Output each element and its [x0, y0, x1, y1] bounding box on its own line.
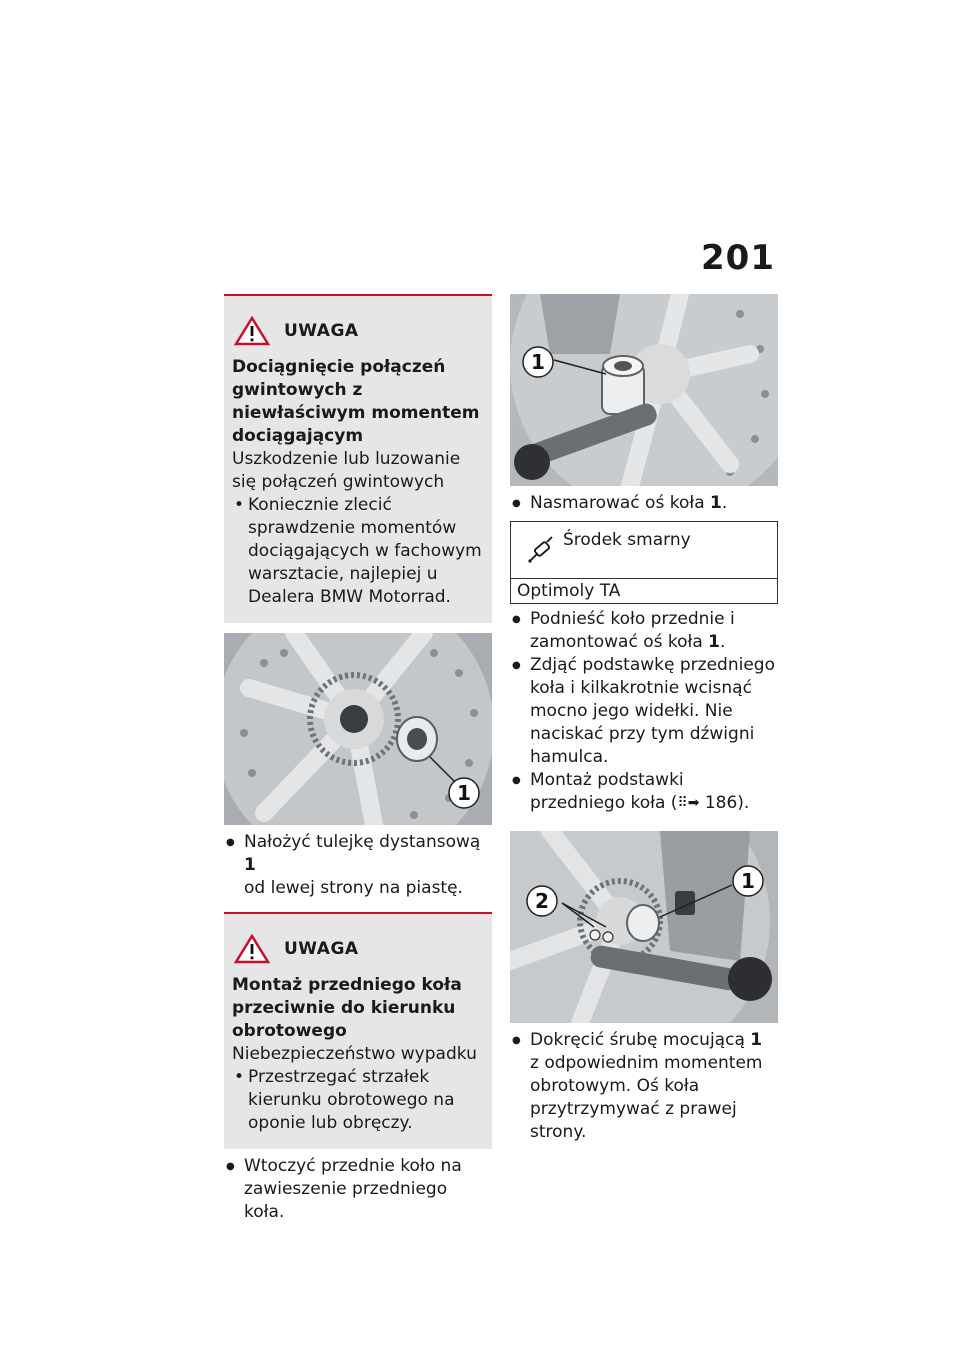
warning-triangle-icon: [234, 934, 270, 964]
step-spacer-sleeve: ● Nałożyć tulejkę dystansową 1 od lewej strony na piastę.: [224, 831, 492, 900]
photo-clamp-bolt: [510, 831, 778, 1023]
warning-box-rotation: [224, 912, 492, 1149]
warning-consequence: Uszkodzenie lub luzowanie się połączeń gwintowych: [232, 449, 461, 492]
warning-triangle-icon: [234, 316, 270, 346]
grease-gun-icon: [525, 534, 557, 566]
warning-header: [234, 316, 484, 346]
warning-consequence: Niebezpieczeństwo wypadku: [232, 1044, 477, 1064]
ref-number: 1: [750, 1030, 763, 1050]
callout-1: 1: [531, 350, 545, 374]
steps-left-1: [224, 831, 492, 900]
steps-right-3: [510, 1029, 778, 1144]
steps-right-1: [510, 492, 778, 515]
steps-left-2: [224, 1155, 492, 1224]
lubricant-table: [510, 521, 778, 604]
step-lubricate-axle: ● Nasmarować oś koła 1.: [510, 492, 778, 515]
step-tighten-bolt: ● Dokręcić śrubę mocującą 1 z odpowiednim momentem obrotowym. Oś koła przytrzymywać z prawej strony.: [510, 1029, 778, 1144]
right-column: [510, 294, 778, 1144]
ref-number: 1: [708, 632, 721, 652]
warning-actions: [232, 1066, 484, 1135]
ref-number: 1: [244, 855, 256, 875]
step-remove-stand: ● Zdjąć podstawkę przedniego koła i kilkakrotnie wcisnąć mocno jego widełki. Nie naciskać przy tym dźwigni hamulca.: [510, 654, 778, 769]
warning-header: [234, 934, 484, 964]
callout-1: 1: [457, 781, 471, 805]
warning-box-torque: [224, 294, 492, 623]
warning-action: • Koniecznie zlecić sprawdzenie momentów dociągających w fachowym warsztacie, najlepiej u Dealera BMW Motorrad.: [232, 494, 484, 609]
lubricant-value: Optimoly TA: [517, 581, 621, 601]
step-mount-axle: ● Podnieść koło przednie i zamontować oś koła 1.: [510, 608, 778, 654]
page-reference[interactable]: 186: [704, 793, 738, 813]
page-number: 201: [701, 238, 775, 278]
warning-actions: [232, 494, 484, 609]
page-reference-arrow-icon: ⠿➡: [677, 795, 700, 811]
step-stand-mounting: ● Montaż podstawki przedniego koła (⠿➡ 186).: [510, 769, 778, 815]
photo-spacer-sleeve: [224, 633, 492, 825]
left-column: [224, 294, 492, 1224]
callout-2: 2: [535, 889, 549, 913]
lubricant-header: [511, 522, 777, 579]
callout-1: 1: [741, 869, 755, 893]
warning-action: • Przestrzegać strzałek kierunku obrotowego na oponie lub obręczy.: [232, 1066, 484, 1135]
lubricant-title: Środek smarny: [563, 530, 691, 550]
step-roll-wheel: ● Wtoczyć przednie koło na zawieszenie przedniego koła.: [224, 1155, 492, 1224]
warning-title: Montaż przedniego koła przeciwnie do kierunku obrotowego: [232, 975, 462, 1041]
warning-title: Dociągnięcie połączeń gwintowych z niewłaściwym momentem dociągającym: [232, 357, 480, 446]
steps-right-2: [510, 608, 778, 815]
photo-axle: [510, 294, 778, 486]
warning-label: UWAGA: [284, 320, 359, 341]
warning-label: UWAGA: [284, 938, 359, 959]
ref-number: 1: [710, 493, 722, 513]
